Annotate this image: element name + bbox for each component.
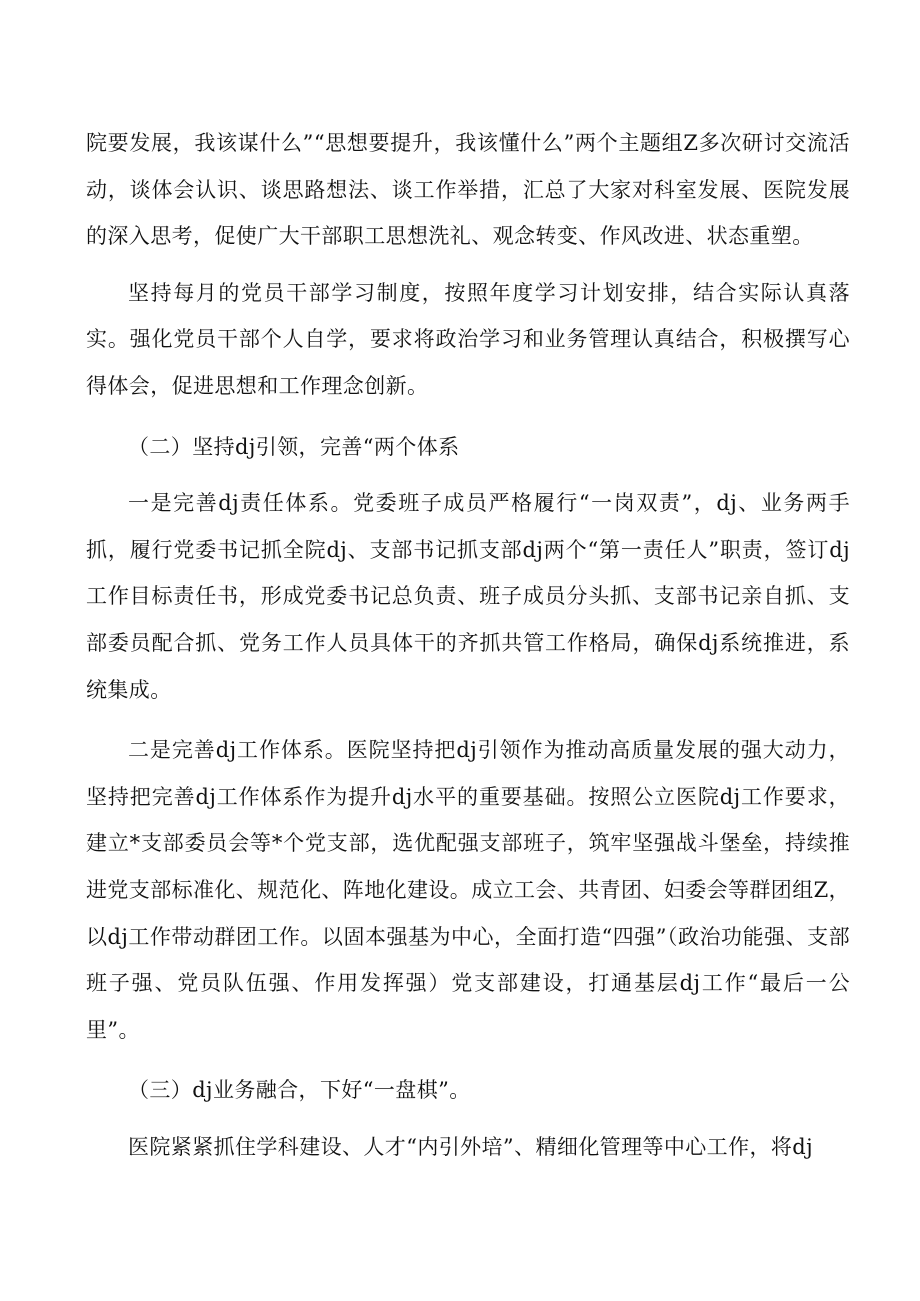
section-heading-3: （三）dj业务融合，下好“一盘棋”。 bbox=[128, 1078, 471, 1103]
paragraph-continuation: 院要发展，我该谋什么”“思想要提升，我该懂什么”两个主题组Z多次研讨交流活动，谈体会认识、谈思路想法、谈工作举措，汇总了大家对科室发展、医院发展的深入思考，促使广大干部职工思想洗礼、观念转变、作风改进、状态重塑。 bbox=[86, 131, 850, 249]
paragraph-work-system: 二是完善dj工作体系。医院坚持把dj引领作为推动高质量发展的强大动力，坚持把完善dj工作体系作为提升dj水平的重要基础。按照公立医院dj工作要求，建立*支部委员会等*个党支部，选优配强支部班子，筑牢坚强战斗堡垒，持续推进党支部标准化、规范化、阵地化建设。成立工会、共青团、妇委会等群团组Z，以dj工作带动群团工作。以固本强基为中心，全面打造“四强”（政治功能强、支部班子强、党员队伍强、作用发挥强）党支部建设，打通基层dj工作“最后一公里”。 bbox=[86, 738, 850, 1042]
paragraph-study-system: 坚持每月的党员干部学习制度，按照年度学习计划安排，结合实际认真落实。强化党员干部个人自学，要求将政治学习和业务管理认真结合，积极撰写心得体会，促进思想和工作理念创新。 bbox=[86, 280, 850, 398]
paragraph-responsibility-system: 一是完善dj责任体系。党委班子成员严格履行“一岗双责”，dj、业务两手抓，履行党委书记抓全院dj、支部书记抓支部dj两个“第一责任人”职责，签订dj工作目标责任书，形成党委书记总负责、班子成员分头抓、支部书记亲自抓、支部委员配合抓、党务工作人员具体干的齐抓共管工作格局，确保dj系统推进，系统集成。 bbox=[86, 491, 850, 702]
section-heading-2: （二）坚持dj引领，完善“两个体系 bbox=[128, 434, 460, 459]
paragraph-integration: 医院紧紧抓住学科建设、人才“内引外培”、精细化管理等中心工作，将dj bbox=[128, 1134, 814, 1159]
document-body bbox=[86, 120, 850, 1170]
